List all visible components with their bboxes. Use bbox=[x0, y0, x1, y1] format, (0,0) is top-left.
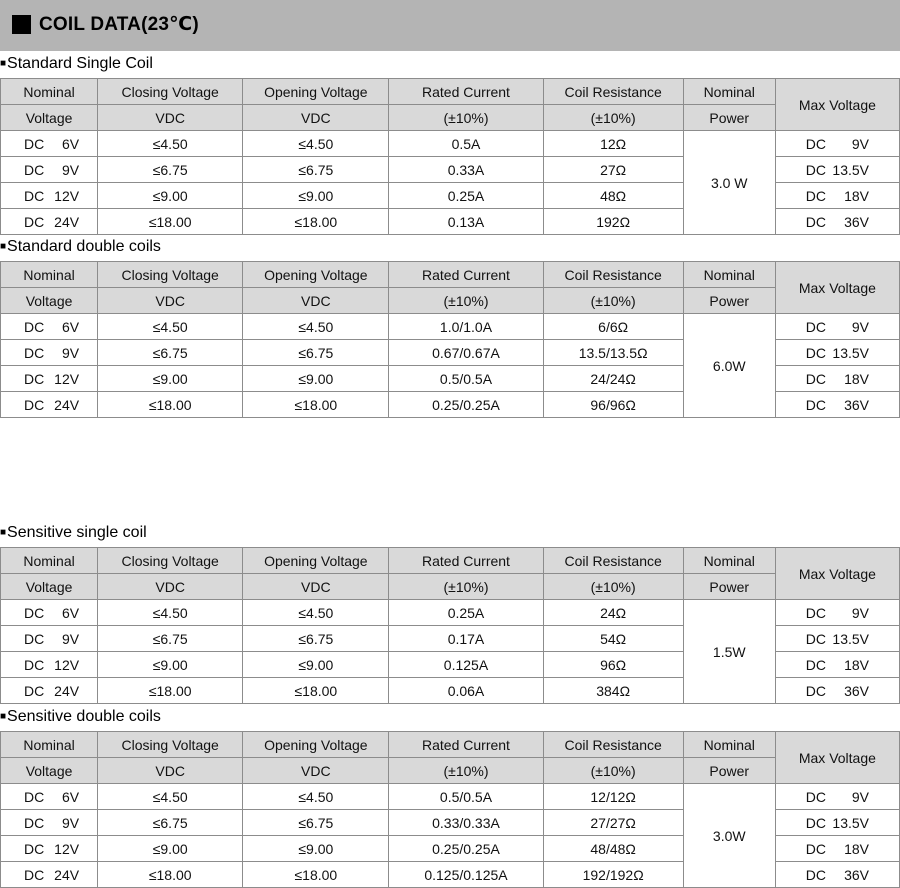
table-row bbox=[1, 600, 900, 626]
nominal-power-cell: 3.0W bbox=[683, 784, 775, 888]
section-label-standard-single-coil bbox=[0, 55, 153, 73]
opening-voltage-cell: ≤4.50 bbox=[243, 784, 389, 810]
voltage-prefix: DC bbox=[24, 135, 45, 152]
rated-current-header-sub: (±10%) bbox=[389, 758, 543, 784]
max-voltage-value: 13.5V bbox=[832, 630, 869, 647]
closing-voltage-cell: ≤9.00 bbox=[98, 836, 243, 862]
nominal-voltage-cell bbox=[1, 366, 98, 392]
header-row bbox=[1, 574, 900, 600]
nominal-power-cell: 3.0 W bbox=[683, 131, 775, 235]
nominal-voltage-header: Nominal bbox=[1, 262, 98, 288]
coil-resistance-cell: 13.5/13.5Ω bbox=[543, 340, 683, 366]
table-row bbox=[1, 131, 900, 157]
max-voltage-prefix: DC bbox=[805, 630, 827, 647]
max-voltage-value: 9V bbox=[851, 788, 869, 805]
opening-voltage-cell: ≤9.00 bbox=[243, 652, 389, 678]
max-voltage-prefix: DC bbox=[805, 788, 827, 805]
section-bullet-icon: ■ bbox=[0, 241, 7, 252]
closing-voltage-cell: ≤6.75 bbox=[98, 626, 243, 652]
rated-current-header: Rated Current bbox=[389, 732, 543, 758]
opening-voltage-cell: ≤4.50 bbox=[243, 314, 389, 340]
voltage-prefix: DC bbox=[24, 630, 45, 647]
voltage-prefix: DC bbox=[24, 866, 45, 883]
nominal-voltage-header-sub: Voltage bbox=[1, 574, 98, 600]
max-voltage-cell bbox=[775, 340, 899, 366]
max-voltage-header: Max Voltage bbox=[775, 732, 899, 784]
opening-voltage-header-sub: VDC bbox=[243, 105, 389, 131]
rated-current-header-sub: (±10%) bbox=[389, 105, 543, 131]
max-voltage-header: Max Voltage bbox=[775, 548, 899, 600]
coil-resistance-header-sub: (±10%) bbox=[543, 758, 683, 784]
nominal-power-header: Nominal bbox=[683, 548, 775, 574]
title-square-icon bbox=[12, 15, 31, 34]
max-voltage-cell bbox=[775, 131, 899, 157]
table-row bbox=[1, 314, 900, 340]
voltage-value: 24V bbox=[54, 866, 80, 883]
voltage-prefix: DC bbox=[24, 604, 45, 621]
nominal-power-cell: 6.0W bbox=[683, 314, 775, 418]
opening-voltage-header-sub: VDC bbox=[243, 288, 389, 314]
nominal-voltage-cell bbox=[1, 314, 98, 340]
coil-table-sensitive-double-coils bbox=[0, 731, 900, 888]
section-title: Standard Single Coil bbox=[7, 55, 153, 72]
max-voltage-value: 36V bbox=[844, 866, 869, 883]
header-row bbox=[1, 548, 900, 574]
closing-voltage-cell: ≤4.50 bbox=[98, 600, 243, 626]
max-voltage-cell bbox=[775, 392, 899, 418]
voltage-value: 9V bbox=[61, 814, 80, 831]
rated-current-cell: 0.17A bbox=[389, 626, 543, 652]
opening-voltage-header: Opening Voltage bbox=[243, 732, 389, 758]
coil-resistance-header-sub: (±10%) bbox=[543, 105, 683, 131]
coil-resistance-cell: 192/192Ω bbox=[543, 862, 683, 888]
max-voltage-value: 36V bbox=[844, 213, 869, 230]
closing-voltage-header-sub: VDC bbox=[98, 105, 243, 131]
voltage-value: 9V bbox=[61, 630, 80, 647]
section-bullet-icon: ■ bbox=[0, 58, 7, 69]
coil-resistance-cell: 96Ω bbox=[543, 652, 683, 678]
max-voltage-prefix: DC bbox=[805, 370, 827, 387]
opening-voltage-cell: ≤6.75 bbox=[243, 157, 389, 183]
coil-resistance-cell: 12Ω bbox=[543, 131, 683, 157]
max-voltage-cell bbox=[775, 183, 899, 209]
coil-resistance-cell: 12/12Ω bbox=[543, 784, 683, 810]
nominal-power-cell: 1.5W bbox=[683, 600, 775, 704]
max-voltage-prefix: DC bbox=[805, 604, 827, 621]
opening-voltage-header: Opening Voltage bbox=[243, 262, 389, 288]
voltage-value: 6V bbox=[61, 318, 80, 335]
max-voltage-value: 18V bbox=[844, 370, 869, 387]
max-voltage-prefix: DC bbox=[805, 396, 827, 413]
closing-voltage-cell: ≤6.75 bbox=[98, 810, 243, 836]
coil-resistance-cell: 6/6Ω bbox=[543, 314, 683, 340]
nominal-voltage-header: Nominal bbox=[1, 732, 98, 758]
rated-current-cell: 0.25A bbox=[389, 183, 543, 209]
max-voltage-value: 36V bbox=[844, 682, 869, 699]
closing-voltage-cell: ≤4.50 bbox=[98, 784, 243, 810]
voltage-value: 24V bbox=[54, 213, 80, 230]
nominal-voltage-header-sub: Voltage bbox=[1, 288, 98, 314]
nominal-voltage-cell bbox=[1, 392, 98, 418]
header-row bbox=[1, 288, 900, 314]
rated-current-cell: 0.5/0.5A bbox=[389, 784, 543, 810]
closing-voltage-cell: ≤18.00 bbox=[98, 392, 243, 418]
nominal-power-header: Nominal bbox=[683, 79, 775, 105]
max-voltage-value: 9V bbox=[851, 604, 869, 621]
closing-voltage-cell: ≤4.50 bbox=[98, 131, 243, 157]
rated-current-header: Rated Current bbox=[389, 262, 543, 288]
nominal-power-header-sub: Power bbox=[683, 105, 775, 131]
section-label-standard-double-coils bbox=[0, 238, 161, 256]
voltage-prefix: DC bbox=[24, 656, 45, 673]
header-row bbox=[1, 262, 900, 288]
nominal-voltage-header-sub: Voltage bbox=[1, 758, 98, 784]
coil-resistance-header: Coil Resistance bbox=[543, 79, 683, 105]
voltage-prefix: DC bbox=[24, 396, 45, 413]
max-voltage-header: Max Voltage bbox=[775, 79, 899, 131]
max-voltage-value: 18V bbox=[844, 840, 869, 857]
max-voltage-prefix: DC bbox=[805, 682, 827, 699]
nominal-power-header-sub: Power bbox=[683, 288, 775, 314]
rated-current-cell: 0.5/0.5A bbox=[389, 366, 543, 392]
coil-resistance-cell: 48/48Ω bbox=[543, 836, 683, 862]
rated-current-cell: 0.33/0.33A bbox=[389, 810, 543, 836]
max-voltage-cell bbox=[775, 209, 899, 235]
coil-resistance-cell: 96/96Ω bbox=[543, 392, 683, 418]
nominal-power-header: Nominal bbox=[683, 262, 775, 288]
max-voltage-prefix: DC bbox=[805, 135, 827, 152]
section-bullet-icon: ■ bbox=[0, 527, 7, 538]
nominal-voltage-cell bbox=[1, 836, 98, 862]
table-row bbox=[1, 784, 900, 810]
closing-voltage-header: Closing Voltage bbox=[98, 732, 243, 758]
header-row bbox=[1, 105, 900, 131]
max-voltage-cell bbox=[775, 626, 899, 652]
opening-voltage-cell: ≤6.75 bbox=[243, 626, 389, 652]
voltage-prefix: DC bbox=[24, 814, 45, 831]
voltage-value: 12V bbox=[54, 840, 80, 857]
max-voltage-cell bbox=[775, 366, 899, 392]
max-voltage-prefix: DC bbox=[805, 866, 827, 883]
max-voltage-value: 9V bbox=[851, 135, 869, 152]
max-voltage-cell bbox=[775, 862, 899, 888]
rated-current-cell: 0.125/0.125A bbox=[389, 862, 543, 888]
max-voltage-prefix: DC bbox=[805, 344, 827, 361]
rated-current-cell: 0.25/0.25A bbox=[389, 392, 543, 418]
rated-current-cell: 0.33A bbox=[389, 157, 543, 183]
nominal-voltage-cell bbox=[1, 626, 98, 652]
voltage-prefix: DC bbox=[24, 788, 45, 805]
voltage-value: 9V bbox=[61, 344, 80, 361]
closing-voltage-cell: ≤6.75 bbox=[98, 157, 243, 183]
max-voltage-prefix: DC bbox=[805, 318, 827, 335]
max-voltage-prefix: DC bbox=[805, 656, 827, 673]
title-bar bbox=[0, 0, 900, 51]
opening-voltage-cell: ≤18.00 bbox=[243, 392, 389, 418]
voltage-value: 12V bbox=[54, 656, 80, 673]
closing-voltage-header: Closing Voltage bbox=[98, 548, 243, 574]
voltage-prefix: DC bbox=[24, 344, 45, 361]
nominal-voltage-cell bbox=[1, 652, 98, 678]
nominal-voltage-cell bbox=[1, 784, 98, 810]
closing-voltage-cell: ≤9.00 bbox=[98, 366, 243, 392]
coil-resistance-cell: 48Ω bbox=[543, 183, 683, 209]
rated-current-header-sub: (±10%) bbox=[389, 288, 543, 314]
closing-voltage-cell: ≤18.00 bbox=[98, 862, 243, 888]
closing-voltage-cell: ≤18.00 bbox=[98, 209, 243, 235]
rated-current-cell: 0.25A bbox=[389, 600, 543, 626]
max-voltage-cell bbox=[775, 784, 899, 810]
max-voltage-prefix: DC bbox=[805, 840, 827, 857]
max-voltage-cell bbox=[775, 678, 899, 704]
voltage-prefix: DC bbox=[24, 187, 45, 204]
max-voltage-cell bbox=[775, 836, 899, 862]
coil-resistance-cell: 27/27Ω bbox=[543, 810, 683, 836]
voltage-value: 6V bbox=[61, 135, 80, 152]
coil-resistance-header: Coil Resistance bbox=[543, 262, 683, 288]
coil-resistance-cell: 27Ω bbox=[543, 157, 683, 183]
coil-resistance-cell: 24/24Ω bbox=[543, 366, 683, 392]
nominal-voltage-cell bbox=[1, 157, 98, 183]
nominal-voltage-cell bbox=[1, 340, 98, 366]
nominal-voltage-cell bbox=[1, 600, 98, 626]
max-voltage-prefix: DC bbox=[805, 814, 827, 831]
rated-current-header: Rated Current bbox=[389, 79, 543, 105]
section-title: Sensitive single coil bbox=[7, 524, 147, 541]
opening-voltage-cell: ≤9.00 bbox=[243, 183, 389, 209]
header-row bbox=[1, 758, 900, 784]
rated-current-cell: 1.0/1.0A bbox=[389, 314, 543, 340]
max-voltage-value: 36V bbox=[844, 396, 869, 413]
coil-table-sensitive-single-coil bbox=[0, 547, 900, 704]
voltage-value: 12V bbox=[54, 370, 80, 387]
section-label-sensitive-double-coils bbox=[0, 708, 161, 726]
section-title: Standard double coils bbox=[7, 238, 161, 255]
coil-resistance-cell: 54Ω bbox=[543, 626, 683, 652]
closing-voltage-cell: ≤6.75 bbox=[98, 340, 243, 366]
voltage-prefix: DC bbox=[24, 682, 45, 699]
nominal-voltage-cell bbox=[1, 209, 98, 235]
voltage-value: 12V bbox=[54, 187, 80, 204]
rated-current-header: Rated Current bbox=[389, 548, 543, 574]
opening-voltage-header: Opening Voltage bbox=[243, 79, 389, 105]
rated-current-cell: 0.13A bbox=[389, 209, 543, 235]
nominal-voltage-cell bbox=[1, 131, 98, 157]
opening-voltage-cell: ≤4.50 bbox=[243, 600, 389, 626]
max-voltage-value: 18V bbox=[844, 187, 869, 204]
nominal-voltage-header-sub: Voltage bbox=[1, 105, 98, 131]
coil-resistance-header-sub: (±10%) bbox=[543, 288, 683, 314]
rated-current-cell: 0.5A bbox=[389, 131, 543, 157]
max-voltage-prefix: DC bbox=[805, 161, 827, 178]
opening-voltage-cell: ≤4.50 bbox=[243, 131, 389, 157]
closing-voltage-cell: ≤18.00 bbox=[98, 678, 243, 704]
closing-voltage-cell: ≤9.00 bbox=[98, 183, 243, 209]
closing-voltage-cell: ≤9.00 bbox=[98, 652, 243, 678]
max-voltage-cell bbox=[775, 157, 899, 183]
max-voltage-value: 9V bbox=[851, 318, 869, 335]
section-bullet-icon: ■ bbox=[0, 711, 7, 722]
opening-voltage-cell: ≤18.00 bbox=[243, 678, 389, 704]
opening-voltage-cell: ≤18.00 bbox=[243, 209, 389, 235]
max-voltage-header: Max Voltage bbox=[775, 262, 899, 314]
coil-table-standard-single-coil bbox=[0, 78, 900, 235]
rated-current-cell: 0.06A bbox=[389, 678, 543, 704]
opening-voltage-cell: ≤9.00 bbox=[243, 366, 389, 392]
max-voltage-cell bbox=[775, 652, 899, 678]
opening-voltage-header-sub: VDC bbox=[243, 574, 389, 600]
nominal-voltage-header: Nominal bbox=[1, 79, 98, 105]
page-title: COIL DATA(23℃) bbox=[39, 14, 199, 35]
coil-resistance-header-sub: (±10%) bbox=[543, 574, 683, 600]
section-title: Sensitive double coils bbox=[7, 708, 161, 725]
nominal-voltage-cell bbox=[1, 678, 98, 704]
header-row bbox=[1, 79, 900, 105]
closing-voltage-header: Closing Voltage bbox=[98, 79, 243, 105]
coil-resistance-cell: 192Ω bbox=[543, 209, 683, 235]
closing-voltage-header: Closing Voltage bbox=[98, 262, 243, 288]
voltage-prefix: DC bbox=[24, 318, 45, 335]
coil-resistance-header: Coil Resistance bbox=[543, 732, 683, 758]
max-voltage-value: 13.5V bbox=[832, 814, 869, 831]
max-voltage-prefix: DC bbox=[805, 187, 827, 204]
voltage-prefix: DC bbox=[24, 161, 45, 178]
voltage-value: 24V bbox=[54, 396, 80, 413]
closing-voltage-header-sub: VDC bbox=[98, 288, 243, 314]
opening-voltage-cell: ≤9.00 bbox=[243, 836, 389, 862]
opening-voltage-cell: ≤18.00 bbox=[243, 862, 389, 888]
rated-current-cell: 0.25/0.25A bbox=[389, 836, 543, 862]
rated-current-cell: 0.125A bbox=[389, 652, 543, 678]
rated-current-header-sub: (±10%) bbox=[389, 574, 543, 600]
section-label-sensitive-single-coil bbox=[0, 524, 147, 542]
coil-resistance-cell: 24Ω bbox=[543, 600, 683, 626]
voltage-value: 6V bbox=[61, 788, 80, 805]
opening-voltage-cell: ≤6.75 bbox=[243, 340, 389, 366]
closing-voltage-header-sub: VDC bbox=[98, 758, 243, 784]
max-voltage-value: 13.5V bbox=[832, 161, 869, 178]
max-voltage-cell bbox=[775, 810, 899, 836]
voltage-prefix: DC bbox=[24, 213, 45, 230]
nominal-voltage-header: Nominal bbox=[1, 548, 98, 574]
max-voltage-value: 18V bbox=[844, 656, 869, 673]
coil-table-standard-double-coils bbox=[0, 261, 900, 418]
voltage-value: 9V bbox=[61, 161, 80, 178]
header-row bbox=[1, 732, 900, 758]
nominal-voltage-cell bbox=[1, 810, 98, 836]
voltage-prefix: DC bbox=[24, 840, 45, 857]
max-voltage-cell bbox=[775, 314, 899, 340]
opening-voltage-header-sub: VDC bbox=[243, 758, 389, 784]
rated-current-cell: 0.67/0.67A bbox=[389, 340, 543, 366]
opening-voltage-header: Opening Voltage bbox=[243, 548, 389, 574]
max-voltage-value: 13.5V bbox=[832, 344, 869, 361]
voltage-prefix: DC bbox=[24, 370, 45, 387]
closing-voltage-header-sub: VDC bbox=[98, 574, 243, 600]
nominal-power-header-sub: Power bbox=[683, 574, 775, 600]
voltage-value: 24V bbox=[54, 682, 80, 699]
nominal-voltage-cell bbox=[1, 862, 98, 888]
max-voltage-cell bbox=[775, 600, 899, 626]
coil-resistance-header: Coil Resistance bbox=[543, 548, 683, 574]
opening-voltage-cell: ≤6.75 bbox=[243, 810, 389, 836]
nominal-power-header-sub: Power bbox=[683, 758, 775, 784]
max-voltage-prefix: DC bbox=[805, 213, 827, 230]
closing-voltage-cell: ≤4.50 bbox=[98, 314, 243, 340]
nominal-voltage-cell bbox=[1, 183, 98, 209]
voltage-value: 6V bbox=[61, 604, 80, 621]
nominal-power-header: Nominal bbox=[683, 732, 775, 758]
coil-resistance-cell: 384Ω bbox=[543, 678, 683, 704]
